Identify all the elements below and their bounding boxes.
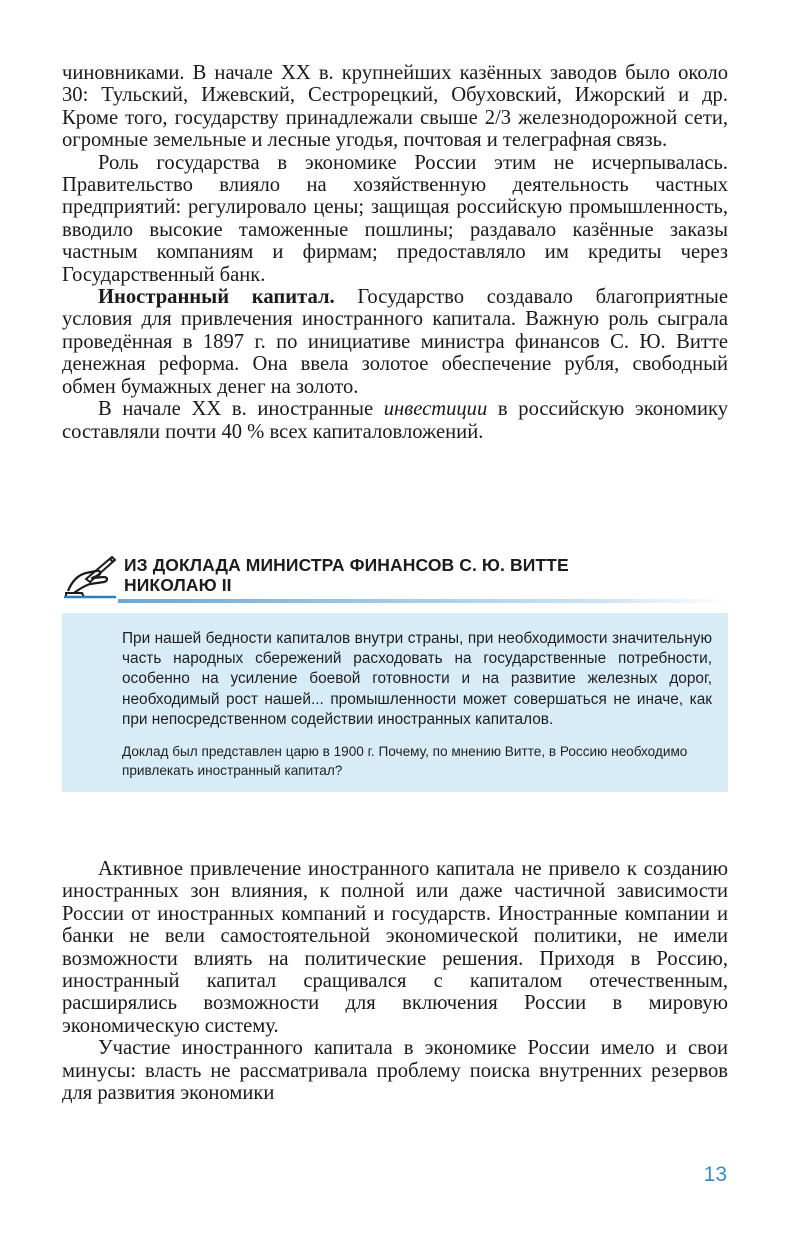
paragraph-role-of-state: Роль государства в экономике России этим не исчерпывалась. Правительство влияло на хозяйственную деятельность частных предприятий: регулировало цены; защищая российскую промышленность, вводило высокие таможенные пошлины; раздавало казённые заказы частным компаниям и фирмам; предоставляло им кредиты через Государственный банк. (62, 151, 728, 286)
investments-term: инвестиции (383, 398, 488, 421)
paragraph-continuation: чиновниками. В начале XX в. крупнейших казённых заводов было около 30: Тульский, Ижевский, Сестрорецкий, Обуховский, Ижорский и др. Кроме того, государству принадлежали свыше 2/3 железнодорожной сети, огромные земельные и лесные угодья, почтовая и телеграфная связь. (62, 62, 728, 152)
document-quote: При нашей бедности капиталов внутри страны, при необходимости значительную часть народных сбережений расходовать на государственные потребности, особенно на усиление боевой готовности и на развитие железных дорог, необходимый рост нашей... промышленности может совершаться не иначе, как при непосредственном содействии иностранных капиталов. (122, 630, 712, 728)
document-divider (118, 599, 728, 603)
document-title-line2: НИКОЛАЮ II (124, 575, 232, 595)
paragraph-foreign-capital (62, 286, 728, 398)
historical-document-box (62, 551, 728, 792)
document-title-line1: ИЗ ДОКЛАДА МИНИСТРА ФИНАНСОВ С. Ю. ВИТТЕ (124, 555, 569, 575)
investments-text-end: в российскую экономику составляли почти 40 % всех капиталовложений. (62, 398, 729, 443)
document-body (62, 613, 728, 792)
page-number: 13 (703, 1163, 727, 1186)
paragraph-capital-minuses: Участие иностранного капитала в экономике России имело и свои минусы: власть не рассматривала проблему поиска внутренних резервов для развития экономики (62, 1037, 728, 1105)
document-question: Доклад был представлен царю в 1900 г. Почему, по мнению Витте, в Россию необходимо привлекать иностранный капитал? (122, 744, 688, 779)
section-heading-foreign-capital: Иностранный капитал. (98, 286, 335, 309)
document-title (124, 555, 724, 595)
paragraph-capital-influence: Активное привлечение иностранного капитала не привело к созданию иностранных зон влияния, к полной или даже частичной зависимости России от иностранных компаний и государств. Иностранные компании и банки не вели самостоятельной экономической политики, не имели возможности влиять на политические решения. Приходя в Россию, иностранный капитал сращивался с капиталом отечественным, расширялись возможности для включения России в мировую экономическую систему. (62, 858, 728, 1037)
main-text-bottom (62, 858, 728, 1104)
document-header (62, 551, 728, 603)
investments-text-start: В начале XX в. иностранные (98, 398, 384, 421)
writing-hand-icon (62, 553, 118, 599)
paragraph-foreign-capital-text: Государство создавало благоприятные условия для привлечения иностранного капитала. Важную роль сыграла проведённая в 1897 г. по инициативе министра финансов С. Ю. Витте денежная реформа. Она ввела золотое обеспечение рубля, свободный обмен бумажных денег на золото. (62, 286, 728, 398)
paragraph-investments (62, 398, 728, 443)
main-text-top (62, 62, 728, 443)
